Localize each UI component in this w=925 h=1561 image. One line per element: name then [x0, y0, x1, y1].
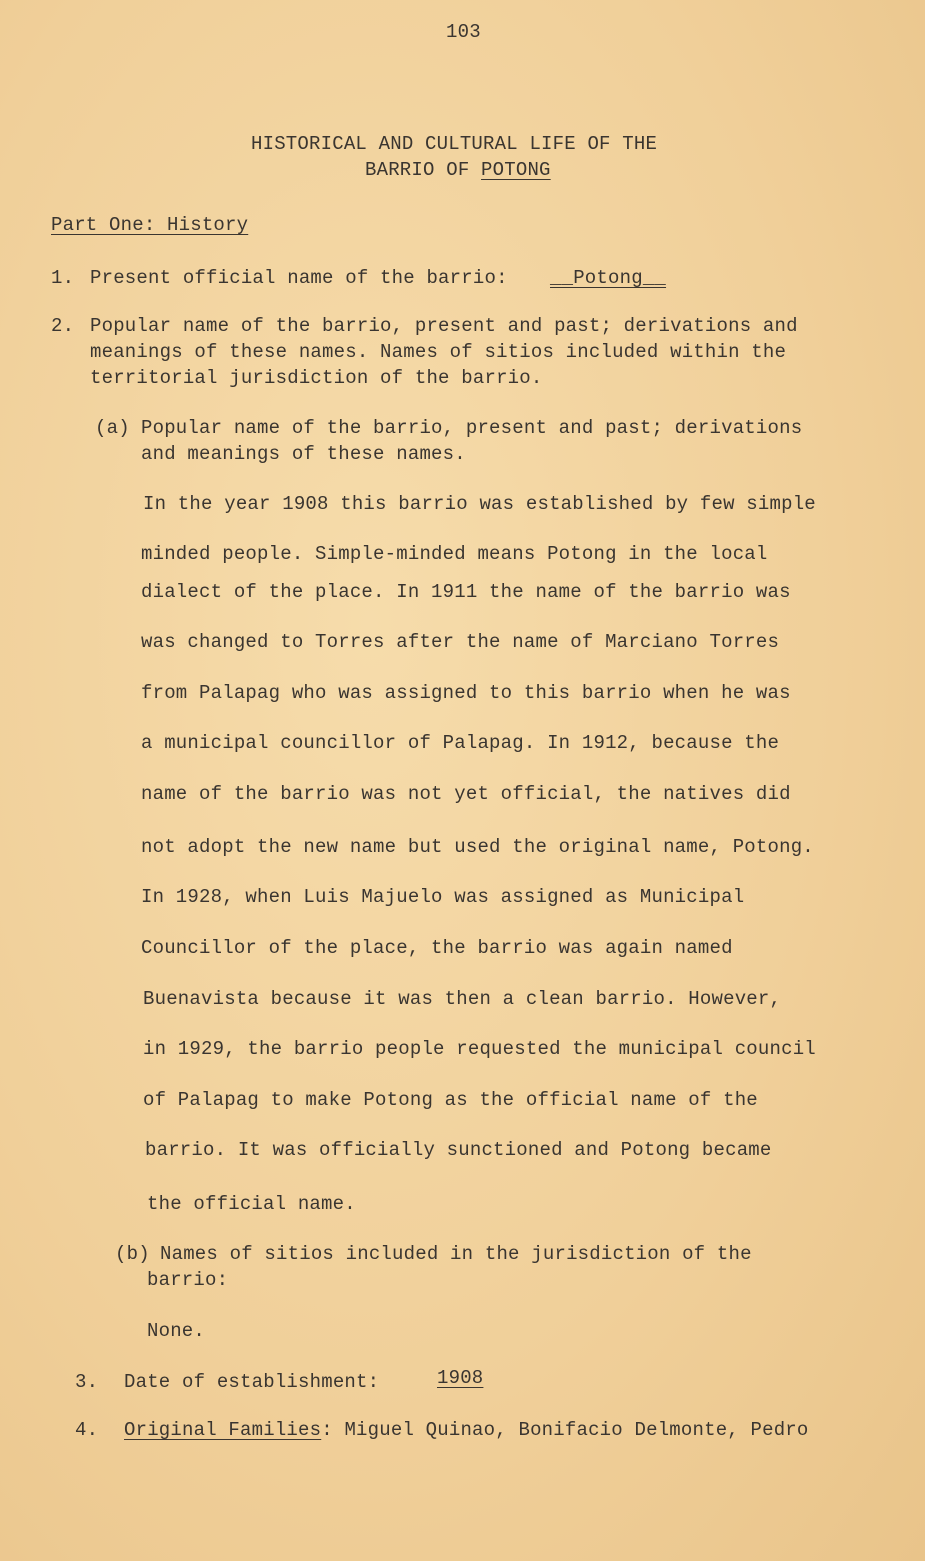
title-prefix: BARRIO OF	[365, 159, 482, 181]
body-line: barrio. It was officially sunctioned and Potong became	[145, 1139, 772, 1161]
body-line: from Palapag who was assigned to this barrio when he was	[141, 682, 791, 704]
item-2a-question-line: and meanings of these names.	[141, 443, 466, 465]
body-line: In the year 1908 this barrio was established by few simple	[143, 493, 816, 515]
part-heading: Part One: History	[51, 214, 249, 236]
item-2b-answer: None.	[147, 1320, 206, 1342]
document-title-line-2	[365, 158, 551, 182]
body-line: In 1928, when Luis Majuelo was assigned as Municipal	[141, 886, 745, 908]
item-3-answer: 1908	[437, 1367, 484, 1389]
item-2-line: territorial jurisdiction of the barrio.	[90, 367, 543, 389]
body-line: Buenavista because it was then a clean barrio. However,	[143, 988, 782, 1010]
item-2b-question-line: Names of sitios included in the jurisdiction of the	[160, 1243, 752, 1265]
body-line: dialect of the place. In 1911 the name of the barrio was	[141, 581, 791, 603]
item-3-number: 3.	[75, 1371, 99, 1393]
body-line: a municipal councillor of Palapag. In 1912, because the	[141, 732, 780, 754]
document-title-line-1: HISTORICAL AND CULTURAL LIFE OF THE	[251, 133, 658, 155]
item-1-answer: __Potong__	[550, 267, 667, 289]
body-line: in 1929, the barrio people requested the municipal council	[143, 1038, 816, 1060]
body-line: Councillor of the place, the barrio was again named	[141, 937, 733, 959]
item-1-question: Present official name of the barrio:	[90, 267, 508, 289]
item-2-line: Popular name of the barrio, present and past; derivations and	[90, 315, 798, 337]
item-4-label: Original Families	[124, 1419, 322, 1441]
body-line: minded people. Simple-minded means Potong in the local	[141, 543, 768, 565]
page-number: 103	[446, 21, 481, 43]
item-2a-label: (a)	[95, 417, 130, 439]
item-2b-label: (b)	[115, 1243, 150, 1265]
item-3-question: Date of establishment:	[124, 1371, 380, 1393]
item-2-line: meanings of these names. Names of sitios included within the	[90, 341, 787, 363]
item-4-text: : Miguel Quinao, Bonifacio Delmonte, Pedro	[321, 1419, 809, 1441]
body-line: of Palapag to make Potong as the official name of the	[143, 1089, 758, 1111]
body-line: not adopt the new name but used the original name, Potong.	[141, 836, 814, 858]
item-4-line	[124, 1418, 809, 1442]
item-2b-question-line: barrio:	[147, 1269, 229, 1291]
item-1-number: 1.	[51, 267, 75, 289]
body-line: was changed to Torres after the name of Marciano Torres	[141, 631, 780, 653]
body-line: the official name.	[147, 1193, 356, 1215]
title-barrio-name: POTONG	[481, 159, 551, 181]
body-line: name of the barrio was not yet official, the natives did	[141, 783, 791, 805]
item-4-number: 4.	[75, 1419, 99, 1441]
item-2-number: 2.	[51, 315, 75, 337]
item-2a-question-line: Popular name of the barrio, present and past; derivations	[141, 417, 803, 439]
